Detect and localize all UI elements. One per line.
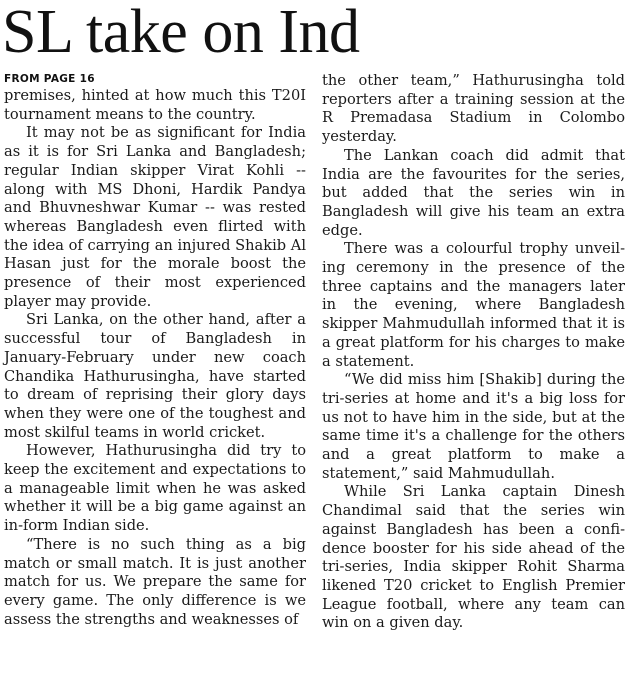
paragraph: While Sri Lanka captain Dinesh Chandimal said that the series win against Bangladesh has been a confidence booster for his side ahead of the tri-series, India skipper Rohit Sharma likened T20 cricket to English Premier League football, where any team can win on a given day. xyxy=(322,483,625,632)
paragraph: the other team,” Hathurusingha told reporters after a training session at the R Premadasa Stadium in Colombo yesterday. xyxy=(322,72,625,146)
article-column-right xyxy=(322,72,625,633)
paragraph: “There is no such thing as a big match or small match. It is just another match for us. We prepare the same for every game. The only difference is we assess the strengths and weaknesses of xyxy=(4,535,306,628)
paragraph: However, Hathurusingha did try to keep the excitement and expectations to a manageable limit when he was asked whether it will be a big game against an in-form Indian side. xyxy=(4,442,306,535)
paragraph: The Lankan coach did admit that India are the favourites for the series, but added that the series win in Bangladesh will give his team an extra edge. xyxy=(322,146,625,239)
article-column-left xyxy=(4,72,306,629)
paragraph: It may not be as significant for India as it is for Sri Lanka and Bangladesh; regular Indian skipper Virat Kohli -- along with MS Dhoni, Hardik Pandya and Bhuvneshwar Kumar -- was rested whereas Bangladesh even flirted with the idea of carrying an injured Shakib Al Hasan just for the morale boost the presence of their most experienced player may provide. xyxy=(4,124,306,310)
headline: SL take on Ind xyxy=(2,0,360,66)
paragraph: “We did miss him [Shakib] during the tri-series at home and it's a big loss for us not to have him in the side, but at the same time it's a challenge for the others and a great platform to make a statement,” said Mahmudullah. xyxy=(322,371,625,482)
paragraph: premises, hinted at how much this T20I tournament means to the country. xyxy=(4,87,306,123)
continued-from-label: FROM PAGE 16 xyxy=(4,73,95,85)
paragraph: Sri Lanka, on the other hand, after a successful tour of Bangladesh in January-February under new coach Chandika Hathurusingha, have started to dream of reprising their glory days when they were one of the toughest and most skilful teams in world cricket. xyxy=(4,311,306,441)
paragraph: There was a colourful trophy unveiling ceremony in the presence of the three captains and the managers later in the evening, where Bangladesh skipper Mahmudullah informed that it is a great platform for his charges to make a statement. xyxy=(322,240,625,370)
